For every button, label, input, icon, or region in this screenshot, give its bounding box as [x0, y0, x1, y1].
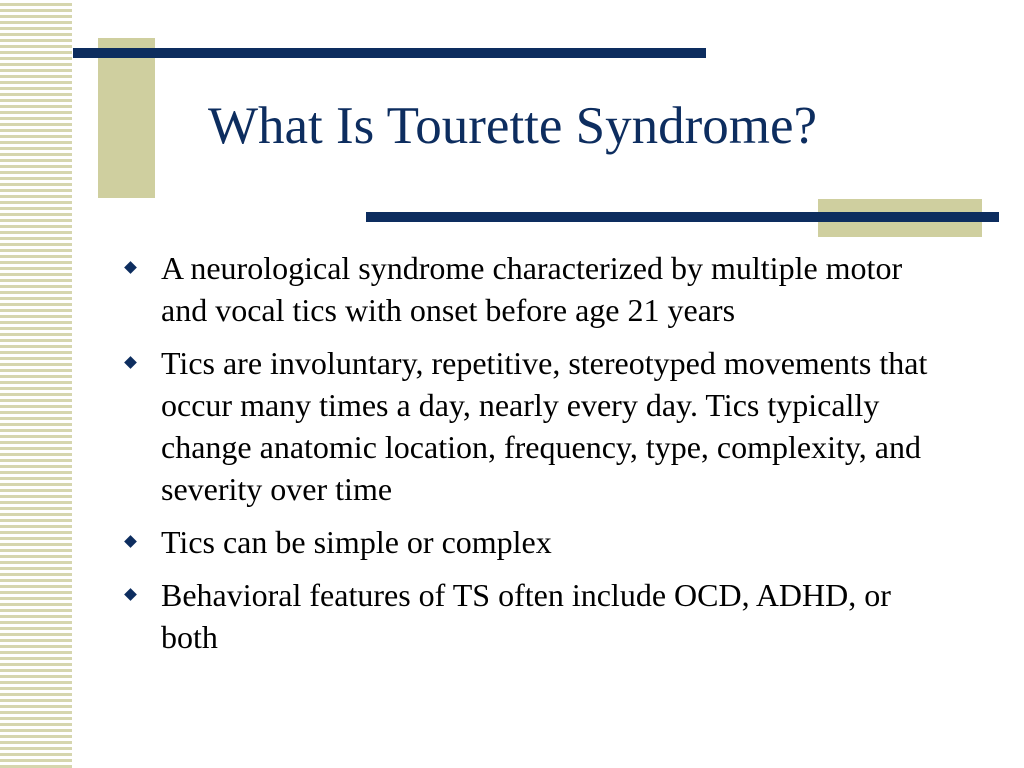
- title-rule-bottom: [366, 212, 999, 222]
- title-rule-top: [73, 48, 706, 58]
- bullet-text: A neurological syndrome characterized by multiple motor and vocal tics with onset before age 21 years: [161, 250, 903, 328]
- diamond-icon: [124, 261, 137, 274]
- bullet-item: [120, 342, 940, 510]
- diamond-icon: [124, 356, 137, 369]
- bullet-item: [120, 521, 940, 563]
- striped-border-decoration: [0, 0, 72, 768]
- diamond-icon: [124, 588, 137, 601]
- bullet-item: [120, 247, 940, 331]
- slide-title: What Is Tourette Syndrome?: [208, 97, 818, 155]
- bullet-text: Tics can be simple or complex: [161, 524, 552, 560]
- title-accent-block-left: [98, 38, 155, 198]
- bullet-text: Behavioral features of TS often include OCD, ADHD, or both: [161, 577, 891, 655]
- bullet-text: Tics are involuntary, repetitive, stereotyped movements that occur many times a day, nearly every day. Tics typically change anatomic location, frequency, type, complexity, and severity over time: [161, 345, 928, 507]
- bullet-item: [120, 574, 940, 658]
- diamond-icon: [124, 535, 137, 548]
- bullet-list: [120, 247, 940, 669]
